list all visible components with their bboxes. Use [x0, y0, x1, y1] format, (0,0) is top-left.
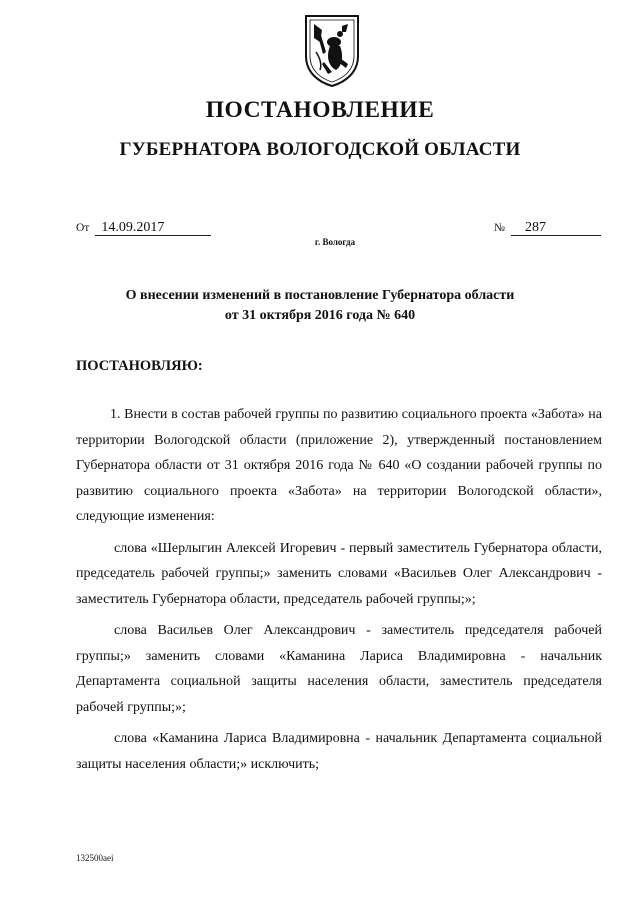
document-body [76, 402, 602, 783]
coat-of-arms-icon [296, 12, 368, 88]
date-value: 14.09.2017 [95, 220, 211, 236]
decree-word: ПОСТАНОВЛЯЮ: [76, 358, 203, 374]
paragraph-4: слова «Каманина Лариса Владимировна - начальник Департамента социальной защиты населения области;» исключить; [76, 731, 602, 772]
city-label: г. Вологда [314, 237, 356, 247]
paragraph-2: слова «Шерлыгин Алексей Игоревич - первый заместитель Губернатора области, председатель рабочей группы;» заменить словами «Васильев Олег Александрович - заместитель Губернатора области, председатель рабочей группы;»; [76, 540, 602, 607]
number-field [494, 220, 601, 236]
subject-line-1: О внесении изменений в постановление Губернатора области [125, 288, 515, 303]
document-subject [0, 286, 640, 326]
footer-code: 132500aei [76, 853, 114, 863]
number-value: 287 [511, 220, 601, 236]
subject-line-2: от 31 октября 2016 года № 640 [224, 308, 416, 323]
document-subtitle: ГУБЕРНАТОРА ВОЛОГОДСКОЙ ОБЛАСТИ [119, 139, 521, 160]
date-prefix: От [76, 222, 90, 234]
number-prefix: № [494, 222, 505, 234]
paragraph-1: 1. Внести в состав рабочей группы по развитию социального проекта «Забота» на территории Вологодской области (приложение 2), утвержденный постановлением Губернатора области от 31 октября 2016 года № 640 «О создании рабочей группы по развитию социального проекта «Забота» на территории Вологодской области», следующие изменения: [76, 407, 602, 524]
document-title: ПОСТАНОВЛЕНИЕ [205, 97, 435, 123]
paragraph-3: слова Васильев Олег Александрович - заместитель председателя рабочей группы;» заменить словами «Каманина Лариса Владимировна - начальник Департамента социальной защиты населения области, заместитель председателя рабочей группы;»; [76, 623, 602, 715]
date-field [76, 220, 211, 236]
